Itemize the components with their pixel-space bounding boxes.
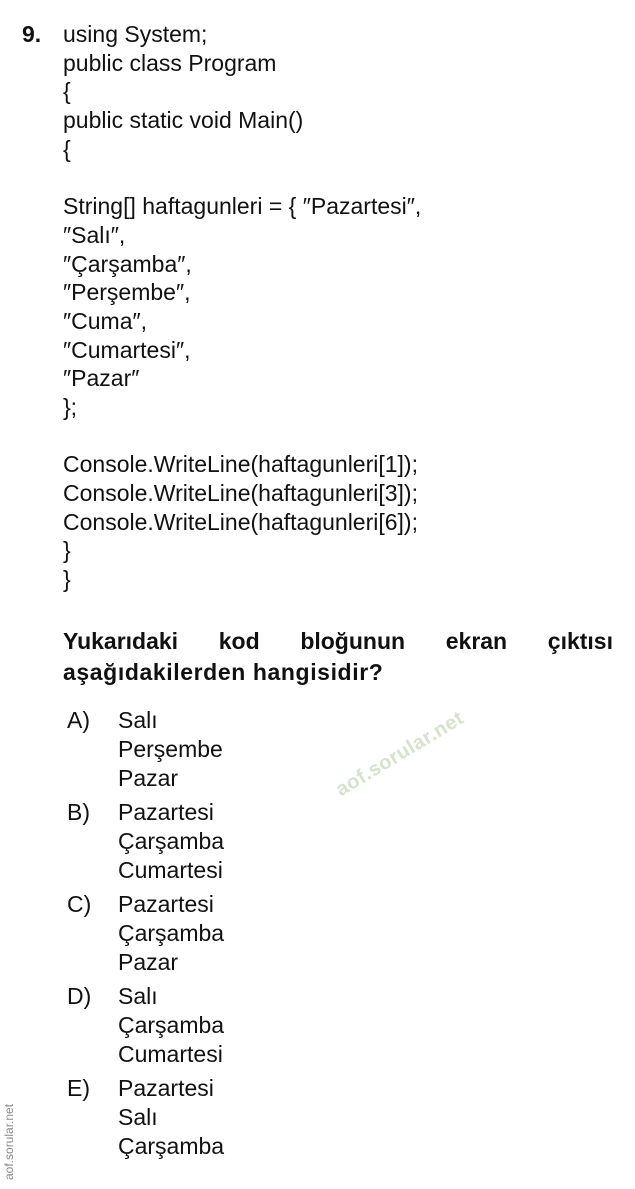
center-watermark: aof.sorular.net (332, 707, 468, 801)
code-line: Console.WriteLine(haftagunleri[6]); (63, 508, 418, 535)
option-letter: D) (67, 983, 92, 1009)
prompt-word: bloğunun (300, 628, 406, 654)
code-line: { (63, 135, 71, 162)
code-line: public class Program (63, 49, 277, 76)
prompt-word: ekran (445, 628, 508, 654)
code-line: ″Cuma″, (63, 307, 148, 334)
code-line: } (63, 566, 71, 593)
option-line: Çarşamba (118, 919, 225, 946)
option-line: Pazartesi (118, 1075, 214, 1101)
code-line (63, 163, 623, 192)
option-line: Çarşamba (118, 1132, 225, 1159)
code-line (63, 422, 623, 451)
option-text (118, 706, 223, 792)
code-line: ″Cumartesi″, (63, 336, 191, 363)
prompt-word: çıktısı (547, 628, 613, 654)
code-line: ″Salı″, (63, 221, 126, 248)
code-line: }; (63, 393, 78, 420)
option-text (118, 982, 224, 1068)
option-letter: E) (67, 1075, 90, 1101)
option-line: Cumartesi (118, 856, 223, 883)
option-line: Salı (118, 707, 158, 733)
prompt-line-1 (63, 626, 613, 657)
code-block (63, 20, 623, 594)
question-number: 9. (22, 21, 42, 47)
code-line: ″Çarşamba″, (63, 250, 192, 277)
code-line: using System; (63, 21, 208, 47)
option-line: Pazartesi (118, 799, 214, 825)
option-line: Çarşamba (118, 827, 225, 854)
option-letter: C) (67, 891, 92, 917)
code-line: public static void Main() (63, 107, 304, 134)
code-line: Console.WriteLine(haftagunleri[3]); (63, 480, 418, 506)
code-line: } (63, 537, 71, 564)
question-prompt (63, 626, 613, 688)
code-line: ″Pazar″ (63, 365, 140, 392)
prompt-line-2: aşağıdakilerden hangisidir? (63, 659, 384, 685)
option-letter: A) (67, 707, 90, 733)
option-text (118, 1074, 224, 1160)
prompt-word: Yukarıdaki (63, 628, 179, 654)
option-line: Pazar (118, 948, 179, 975)
option-line: Perşembe (118, 735, 223, 762)
option-line: Çarşamba (118, 1011, 225, 1038)
option-text (118, 890, 224, 976)
prompt-word: kod (218, 628, 260, 654)
option-line: Pazartesi (118, 891, 214, 917)
option-line: Salı (118, 1103, 158, 1130)
option-text (118, 798, 224, 884)
code-line: ″Perşembe″, (63, 279, 191, 306)
code-line: String[] haftagunleri = { ″Pazartesi″, (63, 193, 422, 220)
option-line: Cumartesi (118, 1040, 223, 1067)
option-line: Salı (118, 983, 158, 1009)
option-letter: B) (67, 799, 90, 825)
code-line: { (63, 78, 71, 105)
option-line: Pazar (118, 764, 179, 791)
code-line: Console.WriteLine(haftagunleri[1]); (63, 451, 418, 478)
side-watermark: aof.sorular.net (2, 1103, 16, 1180)
